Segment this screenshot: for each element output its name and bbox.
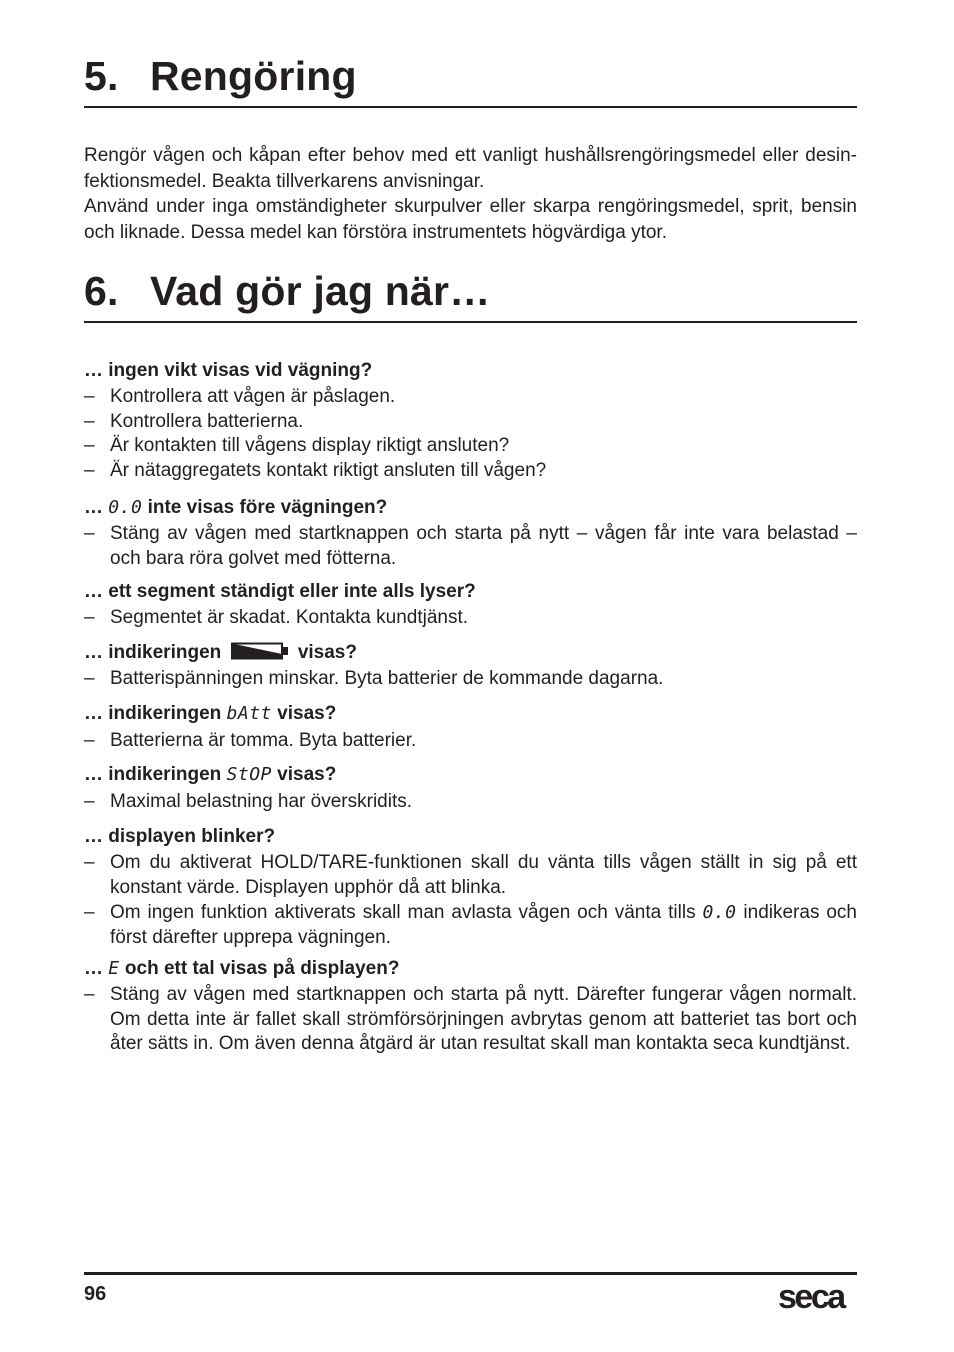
question-prefix: … indikeringen bbox=[84, 703, 227, 724]
dash: – bbox=[84, 730, 95, 751]
dash: – bbox=[84, 523, 95, 544]
segment-display-text: bAtt bbox=[226, 703, 272, 724]
question-no-weight: … ingen vikt visas vid vägning? bbox=[84, 360, 373, 381]
list-item-text: Kontrollera att vågen är påslagen. bbox=[110, 386, 396, 407]
list-item-text: Maximal belastning har överskridits. bbox=[110, 791, 413, 812]
question-stop-indicator bbox=[84, 762, 857, 787]
answer-list bbox=[84, 606, 857, 631]
paragraph: Använd under inga omständigheter skurpulver eller skarpa rengöringsmedel, sprit, bensin och liknade. Dessa medel kan förstöra instrumentets högvärdiga ytor. bbox=[84, 196, 857, 243]
question-prefix: … indikeringen bbox=[84, 764, 227, 785]
question-zero-not-shown bbox=[84, 495, 857, 520]
seca-logo bbox=[778, 1280, 858, 1319]
dash: – bbox=[84, 435, 95, 456]
question-battery-indicator bbox=[84, 640, 857, 667]
section-number: 5. bbox=[84, 53, 119, 99]
dash: – bbox=[84, 607, 95, 628]
segment-display-text: 0.0 bbox=[702, 902, 737, 923]
list-item bbox=[84, 410, 857, 435]
list-item bbox=[84, 385, 857, 410]
list-item-text: Är kontakten till vågens display riktigt ansluten? bbox=[110, 435, 510, 456]
section-title: Vad gör jag när… bbox=[150, 268, 491, 314]
answer-list bbox=[84, 385, 857, 483]
question-suffix: och ett tal visas på displayen? bbox=[119, 958, 400, 979]
list-item bbox=[84, 434, 857, 459]
answer-list bbox=[84, 667, 857, 692]
dash: – bbox=[84, 459, 95, 481]
section-5-body bbox=[84, 143, 857, 245]
list-item bbox=[84, 901, 857, 950]
list-item-text: Om du aktiverat HOLD/TARE-funktionen skall du vänta tills vågen ställt in sig på ett konstant värde. Displayen upphör då att blinka. bbox=[110, 852, 857, 898]
answer-list bbox=[84, 983, 857, 1057]
question-suffix: visas? bbox=[297, 642, 357, 663]
list-item-text: Om ingen funktion aktiverats skall man avlasta vågen och vänta tills bbox=[110, 902, 703, 923]
section-number: 6. bbox=[84, 268, 119, 314]
question-prefix: … bbox=[84, 497, 109, 518]
list-item bbox=[84, 729, 857, 754]
section-5-heading bbox=[84, 52, 857, 108]
dash: – bbox=[84, 386, 95, 407]
question-error-code bbox=[84, 956, 857, 981]
segment-display-text: E bbox=[108, 958, 120, 979]
svg-text:seca: seca bbox=[778, 1280, 844, 1314]
question-display-blinks: … displayen blinker? bbox=[84, 826, 276, 847]
segment-display-text: 0.0 bbox=[108, 497, 143, 518]
question-suffix: inte visas före vägningen? bbox=[142, 497, 388, 518]
list-item bbox=[84, 522, 857, 571]
page-number: 96 bbox=[84, 1283, 107, 1305]
answer-list bbox=[84, 522, 857, 571]
list-item bbox=[84, 606, 857, 631]
dash: – bbox=[84, 902, 95, 923]
section-title: Rengöring bbox=[150, 53, 357, 99]
list-item-text: Stäng av vågen med startknappen och starta på nytt – vågen får inte vara belastad – och bara röra golvet med fötterna. bbox=[110, 523, 857, 569]
answer-list bbox=[84, 851, 857, 950]
question-suffix: visas? bbox=[271, 764, 337, 785]
list-item-text: Kontrollera batterierna. bbox=[110, 410, 304, 432]
answer-list bbox=[84, 790, 857, 815]
list-item-text: Är nätaggregatets kontakt riktigt ansluten till vågen? bbox=[110, 459, 547, 481]
list-item-text: Batterispänningen minskar. Byta batterier de kommande dagarna. bbox=[110, 668, 664, 689]
list-item-text: Segmentet är skadat. Kontakta kundtjänst. bbox=[110, 607, 469, 628]
question-segment: … ett segment ständigt eller inte alls lyser? bbox=[84, 581, 476, 602]
dash: – bbox=[84, 984, 95, 1005]
list-item-text: Batterierna är tomma. Byta batterier. bbox=[110, 730, 417, 751]
list-item bbox=[84, 851, 857, 900]
list-item-text: Stäng av vågen med startknappen och starta på nytt. Därefter fungerar vågen normalt. Om detta inte är fallet skall strömförsörjningen avbrytas genom att batteriet tas bort och åter sätts in. Om även denna åtgärd är utan resultat skall man kontakta seca kundtjänst. bbox=[110, 984, 857, 1054]
answer-list bbox=[84, 729, 857, 754]
list-item bbox=[84, 667, 857, 692]
list-item bbox=[84, 790, 857, 815]
dash: – bbox=[84, 852, 95, 873]
battery-low-icon bbox=[231, 642, 289, 667]
dash: – bbox=[84, 410, 95, 432]
question-suffix: visas? bbox=[271, 703, 337, 724]
question-prefix: … bbox=[84, 958, 109, 979]
list-item bbox=[84, 983, 857, 1057]
section-6-heading bbox=[84, 267, 857, 323]
list-item bbox=[84, 459, 857, 484]
paragraph: Rengör vågen och kåpan efter behov med ett vanligt hushållsrengöringsmedel eller desinfektionsmedel. Beakta tillverkarens anvisningar. bbox=[84, 145, 857, 192]
segment-display-text: StOP bbox=[226, 764, 272, 785]
dash: – bbox=[84, 791, 95, 812]
dash: – bbox=[84, 668, 95, 689]
question-batt-indicator bbox=[84, 701, 857, 726]
list-item-text: indikeras och först därefter upprepa vägningen. bbox=[110, 902, 857, 948]
question-prefix: … indikeringen bbox=[84, 642, 222, 663]
footer-rule bbox=[84, 1272, 857, 1275]
